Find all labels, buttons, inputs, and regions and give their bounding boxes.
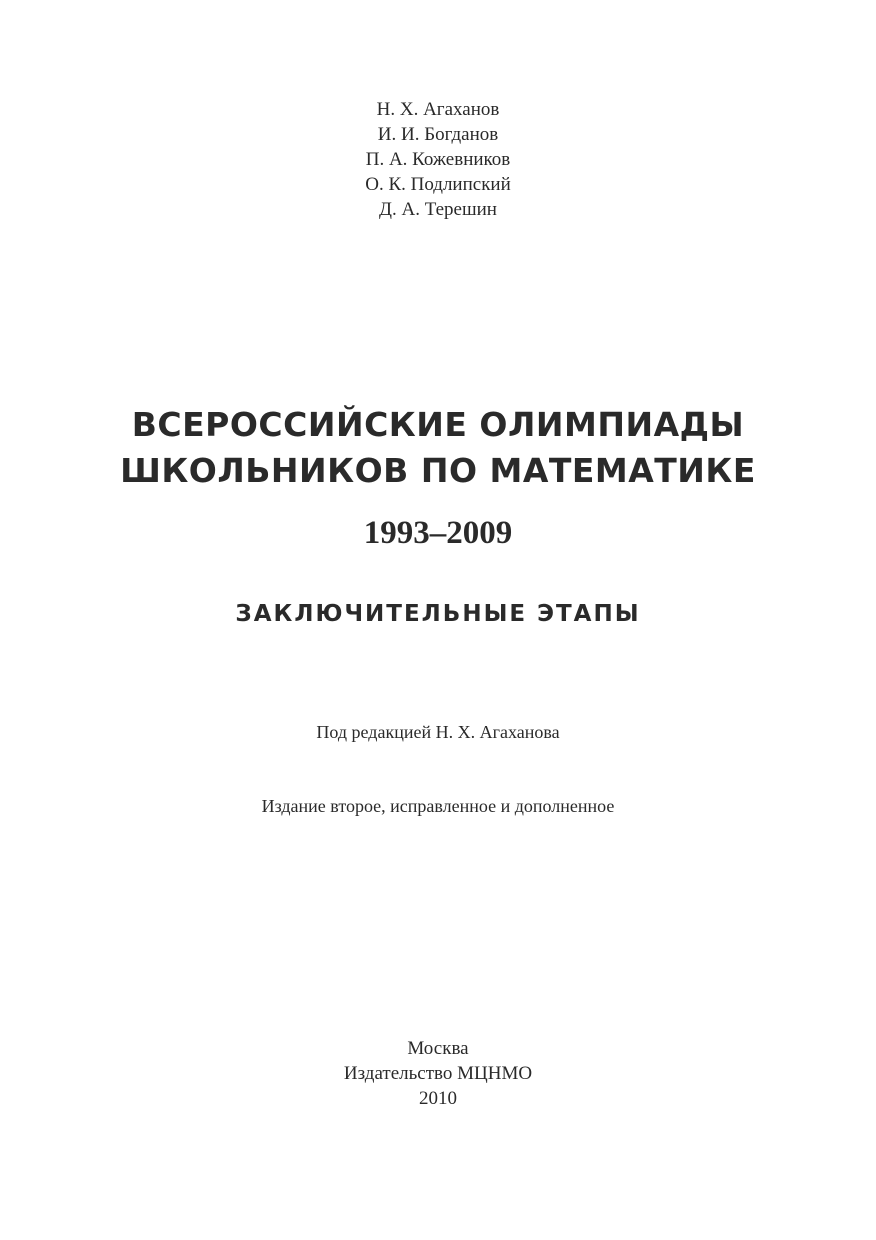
imprint-publisher: Издательство МЦНМО <box>343 1063 533 1084</box>
author-name: Н. Х. Агаханов <box>376 99 500 120</box>
edition-note: Издание второе, исправленное и дополненное <box>261 796 615 816</box>
title-years: 1993–2009 <box>363 515 513 551</box>
authors-list <box>0 97 876 222</box>
imprint-city: Москва <box>407 1038 469 1059</box>
title-line-1: ВСЕРОССИЙСКИЕ ОЛИМПИАДЫ <box>131 405 745 444</box>
imprint-year: 2010 <box>419 1088 457 1109</box>
book-subtitle: ЗАКЛЮЧИТЕЛЬНЫЕ ЭТАПЫ <box>235 601 641 627</box>
title-line-2: ШКОЛЬНИКОВ ПО МАТЕМАТИКЕ <box>120 451 756 490</box>
imprint <box>0 1036 876 1111</box>
author-name: П. А. Кожевников <box>365 149 511 170</box>
author-name: И. И. Богданов <box>377 124 499 145</box>
editor-credit: Под редакцией Н. Х. Агаханова <box>316 722 560 742</box>
book-title <box>0 402 876 494</box>
author-name: О. К. Подлипский <box>365 174 511 195</box>
author-name: Д. А. Терешин <box>379 199 497 220</box>
